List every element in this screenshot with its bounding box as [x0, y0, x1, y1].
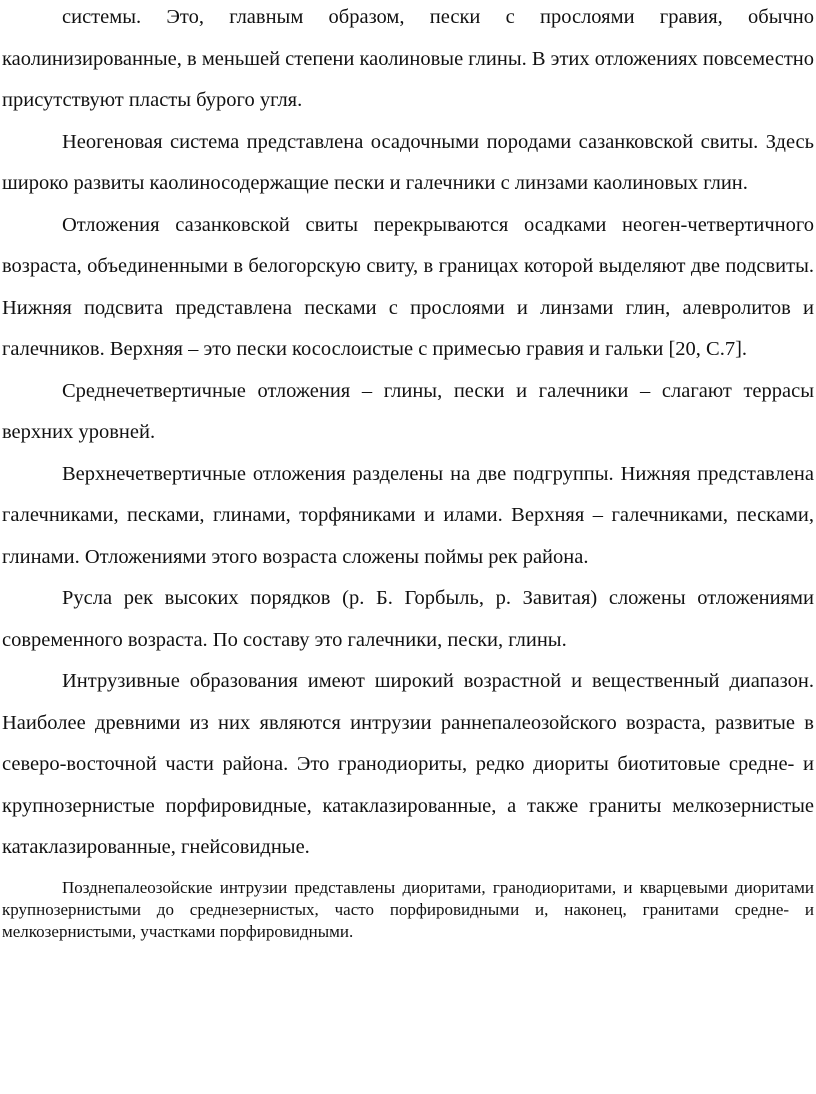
paragraph-text: Верхнечетвертичные отложения разделены на две подгруппы. Нижняя представлена галечниками, песками, глинами, торфяниками и илами. Верхняя – галечниками, песками, глинами. Отложениями этого возраста сложены поймы рек района. [2, 462, 814, 568]
paragraph-text: Неогеновая система представлена осадочными породами сазанковской свиты. Здесь широко развиты каолиносодержащие пески и галечники с линзами каолиновых глин. [2, 130, 814, 194]
paragraph-text: Отложения сазанковской свиты перекрываются осадками неоген-четвертичного возраста, объединенными в белогорскую свиту, в границах которой выделяют две подсвиты. Нижняя подсвита представлена песками с прослоями и линзами глин, алевролитов и галечников. Верхняя – это пески косослоистые с примесью гравия и гальки [20, С.7]. [2, 213, 814, 360]
footer-paragraph-text: Позднепалеозойские интрузии представлены диоритами, гранодиоритами, и кварцевыми диоритами крупнозернистыми до среднезернистых, часто порфировидными и, наконец, гранитами средне- и мелкозернистыми, участками порфировидными. [2, 877, 814, 941]
paragraph-text: Среднечетвертичные отложения – глины, пески и галечники – слагают террасы верхних уровней. [2, 379, 814, 443]
paragraph-text: системы. Это, главным образом, пески с прослоями гравия, обычно каолинизированные, в меньшей степени каолиновые глины. В этих отложениях повсеместно присутствуют пласты бурого угля. [2, 6, 814, 111]
paragraph-text: Интрузивные образования имеют широкий возрастной и вещественный диапазон. Наиболее древними из них являются интрузии раннепалеозойского возраста, развитые в северо-восточной части района. Это гранодиориты, редко диориты биотитовые средне- и крупнозернистые порфировидные, катаклазированные, а также граниты мелкозернистые катаклазированные, гнейсовидные. [2, 670, 814, 858]
paragraph-text: Русла рек высоких порядков (р. Б. Горбыль, р. Завитая) сложены отложениями современного возраста. По составу это галечники, пески, глины. [2, 587, 814, 651]
